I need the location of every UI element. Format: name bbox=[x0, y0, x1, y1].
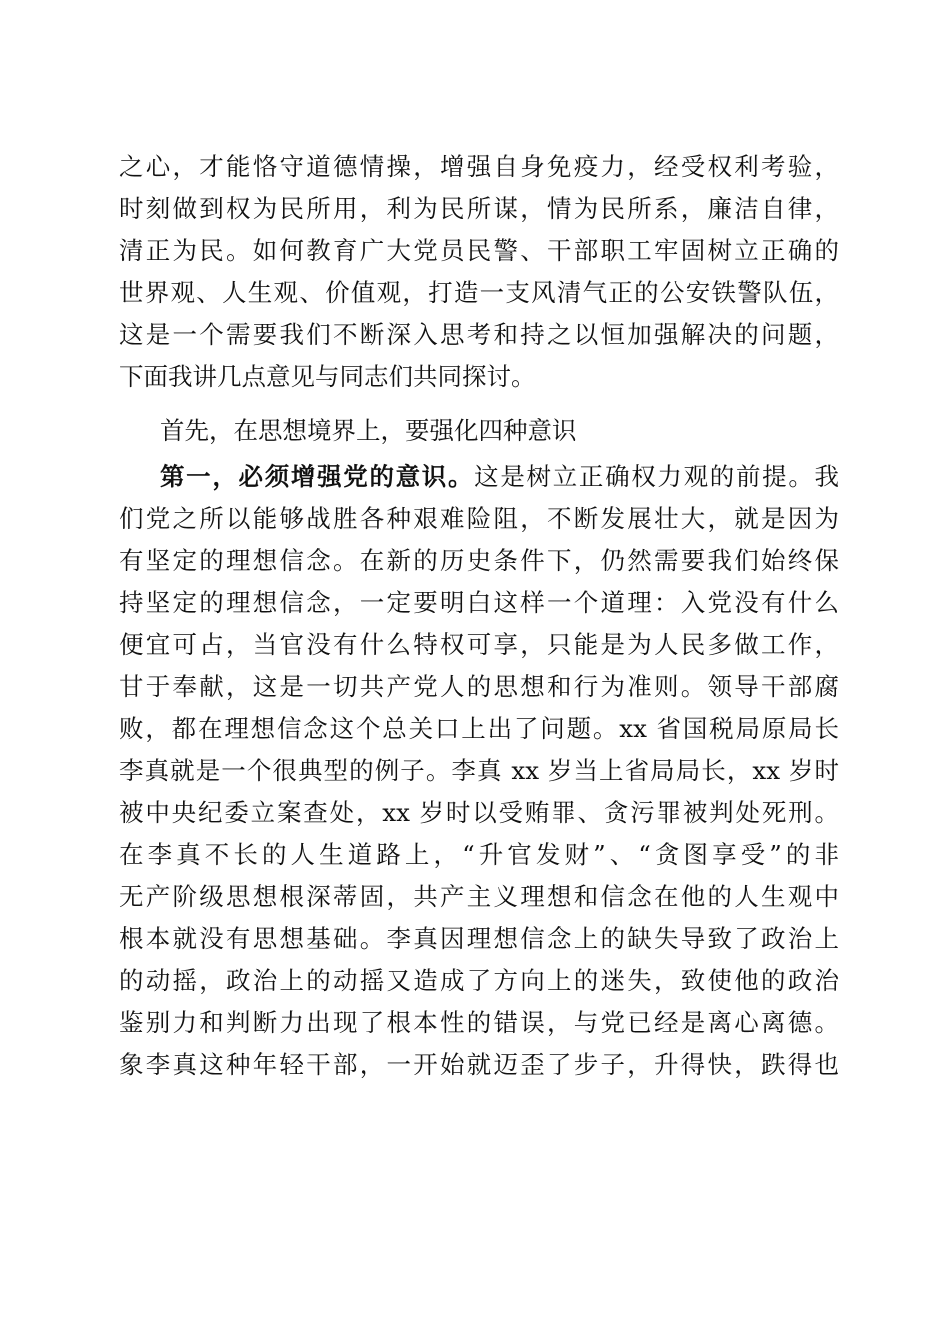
text-line: 便宜可占，当官没有什么特权可享，只能是为人民多做工作， bbox=[119, 630, 839, 659]
text-line: 根本就没有思想基础。李真因理想信念上的缺失导致了政治上 bbox=[119, 924, 839, 953]
paragraph-lead-line bbox=[160, 457, 839, 497]
text-line: 世界观、人生观、价值观，打造一支风清气正的公安铁警队伍， bbox=[119, 278, 839, 307]
text-line: 清正为民。如何教育广大党员民警、干部职工牢固树立正确的 bbox=[119, 236, 839, 265]
text-line: 之心，才能恪守道德情操，增强自身免疫力，经受权利考验， bbox=[119, 152, 839, 181]
text-line: 下面我讲几点意见与同志们共同探讨。 bbox=[119, 362, 536, 391]
text-line: 有坚定的理想信念。在新的历史条件下，仍然需要我们始终保 bbox=[119, 546, 839, 575]
text-line: 象李真这种年轻干部，一开始就迈歪了步子，升得快，跌得也 bbox=[119, 1050, 839, 1079]
text-line: 的动摇，政治上的动摇又造成了方向上的迷失，致使他的政治 bbox=[119, 966, 839, 995]
text-line: 李真就是一个很典型的例子。李真 xx 岁当上省局局长，xx 岁时 bbox=[119, 756, 839, 785]
paragraph-lead-text: 这是树立正确权力观的前提。我 bbox=[474, 462, 840, 491]
text-line: 败，都在理想信念这个总关口上出了问题。xx 省国税局原局长 bbox=[119, 714, 839, 743]
text-line: 持坚定的理想信念，一定要明白这样一个道理：入党没有什么 bbox=[119, 588, 839, 617]
text-line: 们党之所以能够战胜各种艰难险阻，不断发展壮大，就是因为 bbox=[119, 504, 839, 533]
text-line: 这是一个需要我们不断深入思考和持之以恒加强解决的问题， bbox=[119, 320, 839, 349]
text-line: 甘于奉献，这是一切共产党人的思想和行为准则。领导干部腐 bbox=[119, 672, 839, 701]
text-line: 时刻做到权为民所用，利为民所谋，情为民所系，廉洁自律， bbox=[119, 194, 839, 223]
section-heading: 首先，在思想境界上，要强化四种意识 bbox=[160, 416, 577, 445]
text-line: 无产阶级思想根深蒂固，共产主义理想和信念在他的人生观中 bbox=[119, 882, 839, 911]
text-line: 在李真不长的人生道路上，“升官发财”、“贪图享受”的非 bbox=[119, 840, 839, 869]
paragraph-lead-bold: 第一，必须增强党的意识。 bbox=[160, 462, 475, 491]
text-line: 鉴别力和判断力出现了根本性的错误，与党已经是离心离德。 bbox=[119, 1008, 839, 1037]
text-line: 被中央纪委立案查处，xx 岁时以受贿罪、贪污罪被判处死刑。 bbox=[119, 798, 839, 827]
